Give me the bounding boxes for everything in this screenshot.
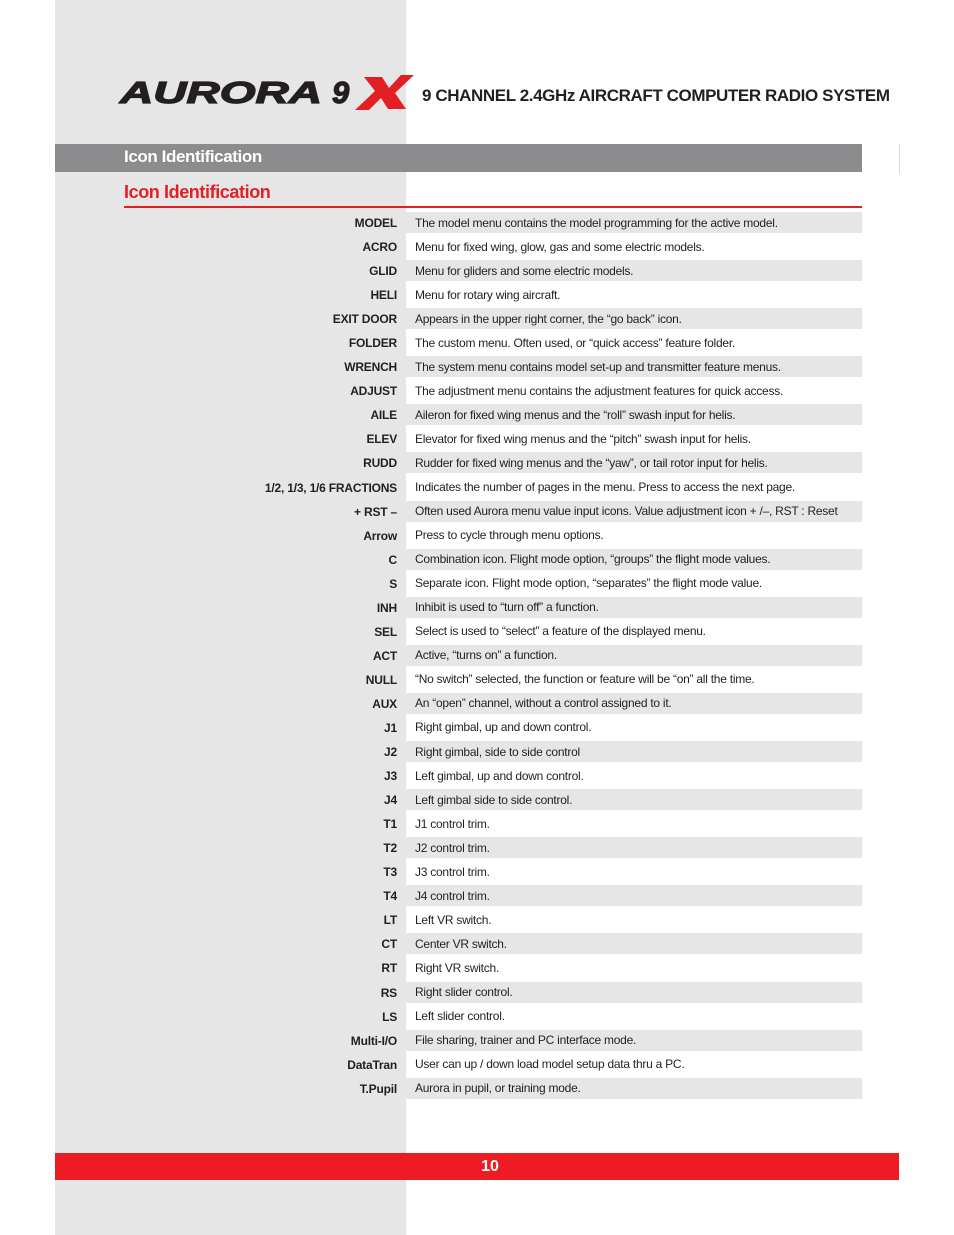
icon-term: S <box>389 576 397 591</box>
divider <box>899 144 900 174</box>
icon-description: J2 control trim. <box>406 837 862 858</box>
icon-term: RS <box>380 985 397 1000</box>
icon-description: Right slider control. <box>406 982 862 1003</box>
header-title: 9 CHANNEL 2.4GHz AIRCRAFT COMPUTER RADIO SYSTEM <box>422 86 890 105</box>
icon-term: RUDD <box>363 456 397 471</box>
table-row <box>0 500 954 524</box>
icon-description: Separate icon. Flight mode option, “separates” the flight mode value. <box>415 576 762 591</box>
icon-description: Left gimbal side to side control. <box>406 789 862 810</box>
table-row <box>0 596 954 620</box>
icon-description: Left slider control. <box>415 1009 505 1024</box>
icon-description: Menu for gliders and some electric models. <box>406 260 862 281</box>
icon-description: Often used Aurora menu value input icons. Value adjustment icon + /–, RST : Reset <box>406 501 862 522</box>
section-bar-title: Icon Identification <box>124 147 262 166</box>
icon-term: DataTran <box>347 1057 397 1072</box>
icon-term: NULL <box>365 672 397 687</box>
icon-term: ELEV <box>366 432 397 447</box>
table-row <box>0 259 954 283</box>
table-row <box>0 644 954 668</box>
table-row <box>0 572 954 596</box>
svg-text:AURORA: AURORA <box>118 75 323 110</box>
icon-term: T1 <box>383 817 397 832</box>
table-row <box>0 812 954 836</box>
icon-term: ACT <box>372 648 397 663</box>
table-row <box>0 235 954 259</box>
section-heading: Icon Identification <box>124 182 271 202</box>
icon-term: INH <box>376 600 397 615</box>
table-row <box>0 355 954 379</box>
icon-description: File sharing, trainer and PC interface mode. <box>406 1030 862 1051</box>
icon-description: J1 control trim. <box>415 816 490 831</box>
icon-description: The model menu contains the model programming for the active model. <box>406 212 862 233</box>
table-row <box>0 764 954 788</box>
icon-description: J4 control trim. <box>406 885 862 906</box>
svg-text:9: 9 <box>332 75 350 110</box>
icon-description: Inhibit is used to “turn off” a function. <box>406 597 862 618</box>
icon-description: Menu for rotary wing aircraft. <box>415 287 561 302</box>
aurora-9x-logo <box>118 72 414 112</box>
icon-term: AUX <box>372 696 397 711</box>
table-row <box>0 908 954 932</box>
icon-term: T4 <box>383 889 397 904</box>
icon-description: User can up / down load model setup data thru a PC. <box>415 1057 685 1072</box>
icon-term: GLID <box>369 264 397 279</box>
icon-description: Left VR switch. <box>415 912 492 927</box>
icon-term: T3 <box>383 865 397 880</box>
table-row <box>0 981 954 1005</box>
icon-description: Right gimbal, side to side control <box>406 741 862 762</box>
icon-description: An “open” channel, without a control assigned to it. <box>406 693 862 714</box>
table-row <box>0 620 954 644</box>
table-row <box>0 211 954 235</box>
icon-identification-table <box>0 211 954 1101</box>
icon-term: EXIT DOOR <box>332 312 397 327</box>
table-row <box>0 1077 954 1101</box>
table-row <box>0 524 954 548</box>
icon-term: RT <box>381 961 397 976</box>
icon-term: C <box>388 552 397 567</box>
icon-description: Press to cycle through menu options. <box>415 528 604 543</box>
table-row <box>0 283 954 307</box>
icon-description: Aileron for fixed wing menus and the “roll” swash input for helis. <box>406 404 862 425</box>
table-row <box>0 692 954 716</box>
icon-term: SEL <box>374 624 397 639</box>
icon-term: J2 <box>384 745 397 760</box>
icon-description: Aurora in pupil, or training mode. <box>406 1078 862 1099</box>
table-row <box>0 1005 954 1029</box>
table-row <box>0 740 954 764</box>
icon-term: J1 <box>384 721 397 735</box>
icon-description: The system menu contains model set-up and transmitter feature menus. <box>406 356 862 377</box>
icon-term: HELI <box>370 288 397 303</box>
table-row <box>0 548 954 572</box>
table-row <box>0 307 954 331</box>
icon-term: ADJUST <box>350 384 397 399</box>
icon-description: Indicates the number of pages in the menu. Press to access the next page. <box>415 480 795 495</box>
icon-description: Appears in the upper right corner, the “go back” icon. <box>406 308 862 329</box>
icon-term: T.Pupil <box>359 1081 397 1096</box>
icon-term: ACRO <box>362 240 397 255</box>
icon-term: Arrow <box>363 528 397 543</box>
icon-description: Left gimbal, up and down control. <box>415 768 584 783</box>
table-row <box>0 1029 954 1053</box>
table-row <box>0 860 954 884</box>
icon-description: The custom menu. Often used, or “quick access” feature folder. <box>415 335 735 350</box>
icon-term: J3 <box>384 769 397 784</box>
icon-term: CT <box>381 937 397 952</box>
icon-term: Multi-I/O <box>350 1033 397 1048</box>
table-row <box>0 716 954 740</box>
table-row <box>0 668 954 692</box>
page-number: 10 <box>481 1157 499 1175</box>
table-row <box>0 1053 954 1077</box>
icon-description: Menu for fixed wing, glow, gas and some electric models. <box>415 239 705 254</box>
icon-term: LS <box>382 1009 397 1024</box>
icon-term: + RST – <box>354 504 397 519</box>
icon-description: Select is used to “select” a feature of the displayed menu. <box>415 624 706 639</box>
icon-description: Rudder for fixed wing menus and the “yaw”, or tail rotor input for helis. <box>406 452 862 473</box>
icon-description: The adjustment menu contains the adjustment features for quick access. <box>415 383 784 398</box>
table-row <box>0 956 954 980</box>
icon-term: LT <box>383 913 397 928</box>
table-row <box>0 451 954 475</box>
table-row <box>0 836 954 860</box>
table-row <box>0 476 954 500</box>
icon-description: Combination icon. Flight mode option, “groups” the flight mode values. <box>406 549 862 570</box>
heading-rule <box>124 206 862 208</box>
icon-description: Right VR switch. <box>415 960 500 975</box>
table-row <box>0 379 954 403</box>
icon-term: WRENCH <box>344 360 397 375</box>
icon-term: 1/2, 1/3, 1/6 FRACTIONS <box>264 480 397 495</box>
icon-term: T2 <box>383 841 397 856</box>
icon-term: J4 <box>384 793 397 808</box>
table-row <box>0 403 954 427</box>
icon-description: Active, “turns on” a function. <box>406 645 862 666</box>
icon-description: Center VR switch. <box>406 933 862 954</box>
icon-description: Elevator for fixed wing menus and the “pitch” swash input for helis. <box>415 431 751 446</box>
icon-description: J3 control trim. <box>415 864 490 879</box>
icon-term: FOLDER <box>348 336 397 351</box>
table-row <box>0 427 954 451</box>
icon-term: AILE <box>370 408 397 423</box>
table-row <box>0 932 954 956</box>
table-row <box>0 884 954 908</box>
table-row <box>0 788 954 812</box>
icon-term: MODEL <box>354 216 397 231</box>
table-row <box>0 331 954 355</box>
icon-description: “No switch” selected, the function or feature will be “on” all the time. <box>415 672 755 687</box>
icon-description: Right gimbal, up and down control. <box>415 720 592 735</box>
